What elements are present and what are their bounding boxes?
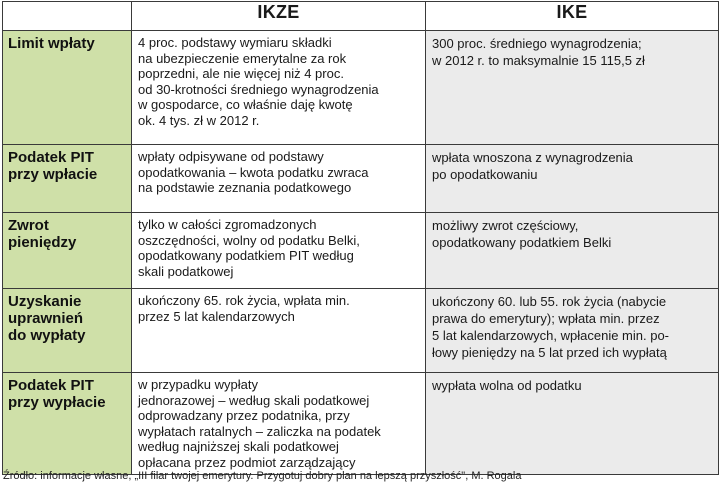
row-label-line: pieniędzy	[8, 234, 77, 251]
cell-ike-limit	[426, 31, 719, 145]
cell-line: opłacana przez podmiot zarządzający	[138, 454, 356, 470]
cell-ikze-pit-withdrawal	[132, 373, 426, 475]
column-header-ikze: IKZE	[132, 2, 426, 31]
row-label-refund	[3, 213, 132, 289]
cell-line: opodatkowania – kwota podatku zwraca	[138, 164, 369, 180]
cell-line: w 2012 r. to maksymalnie 15 115,5 zł	[432, 53, 645, 68]
row-label-line: do wypłaty	[8, 327, 86, 344]
cell-line: możliwy zwrot częściowy,	[432, 218, 579, 233]
table-row-limit	[3, 31, 719, 145]
cell-ike-pit-deposit	[426, 145, 719, 213]
row-label-line: Podatek PIT	[8, 149, 94, 166]
cell-line: jednorazowej – według skali podatkowej	[138, 392, 370, 408]
cell-line: w gospodarce, co właśnie daję kwotę	[138, 97, 353, 112]
cell-line: prawa do emerytury); wpłata min. przez	[432, 311, 660, 326]
cell-line: tylko w całości zgromadzonych	[138, 217, 317, 232]
cell-line: wypłata wolna od podatku	[432, 378, 582, 393]
row-label-line: Limit wpłaty	[8, 35, 95, 52]
cell-ikze-refund	[132, 213, 426, 289]
row-label-line: przy wpłacie	[8, 166, 98, 183]
cell-line: ukończony 65. rok życia, wpłata min.	[138, 293, 350, 308]
row-label-eligibility	[3, 289, 132, 373]
cell-line: skali podatkowej	[138, 263, 234, 279]
row-label-line: Podatek PIT	[8, 377, 94, 394]
cell-line: od 30-krotności średniego wynagrodzenia	[138, 81, 379, 97]
cell-line: 300 proc. średniego wynagrodzenia;	[432, 36, 642, 51]
cell-line: opodatkowany podatkiem Belki	[432, 235, 612, 250]
table-row-pit-withdrawal	[3, 373, 719, 475]
cell-ike-eligibility	[426, 289, 719, 373]
row-label-line: Uzyskanie	[8, 293, 82, 310]
cell-line: przez 5 lat kalendarzowych	[138, 308, 295, 324]
cell-line: oszczędności, wolny od podatku Belki,	[138, 232, 360, 248]
cell-ikze-eligibility	[132, 289, 426, 373]
row-label-pit-deposit	[3, 145, 132, 213]
cell-line: opodatkowany podatkiem PIT według	[138, 248, 354, 263]
cell-line: w przypadku wypłaty	[138, 377, 258, 392]
cell-line: ukończony 60. lub 55. rok życia (nabycie	[432, 294, 667, 309]
table-row-refund	[3, 213, 719, 289]
cell-line: według najniższej skali podatkowej	[138, 439, 339, 454]
cell-line: na podstawie zeznania podatkowego	[138, 180, 352, 195]
cell-line: wpłata wnoszona z wynagrodzenia	[432, 150, 633, 165]
cell-line: wypłatach ratalnych – zaliczka na podatek	[138, 423, 381, 439]
header-row	[3, 2, 719, 31]
cell-ikze-pit-deposit	[132, 145, 426, 213]
row-label-line: uprawnień	[8, 310, 84, 327]
column-header-ike: IKE	[426, 2, 719, 31]
row-label-line: przy wypłacie	[8, 394, 106, 411]
source-caption: Źródło: informacje własne, „III filar twojej emerytury. Przygotuj dobry plan na lepszą przyszłość", M. Rogala	[3, 470, 522, 482]
cell-line: ok. 4 tys. zł w 2012 r.	[138, 112, 260, 128]
empty-corner-cell	[3, 2, 132, 31]
cell-ike-pit-withdrawal	[426, 373, 719, 475]
cell-line: wpłaty odpisywane od podstawy	[138, 149, 324, 164]
cell-ike-refund	[426, 213, 719, 289]
row-label-limit	[3, 31, 132, 145]
cell-line: 5 lat kalendarzowych, wpłacenie min. po-	[432, 328, 670, 343]
cell-line: odprowadzany przez podatnika, przy	[138, 408, 350, 423]
cell-line: na ubezpieczenie emerytalne za rok	[138, 50, 347, 66]
cell-ikze-limit	[132, 31, 426, 145]
comparison-table	[2, 1, 719, 475]
table-row-eligibility	[3, 289, 719, 373]
row-label-pit-withdrawal	[3, 373, 132, 475]
cell-line: po opodatkowaniu	[432, 167, 538, 182]
cell-line: poprzedni, ale nie więcej niż 4 proc.	[138, 66, 344, 81]
row-label-line: Zwrot	[8, 217, 49, 234]
cell-line: 4 proc. podstawy wymiaru składki	[138, 35, 332, 50]
cell-line: łowy pieniędzy na 5 lat przed ich wypłatą	[432, 345, 667, 360]
table-row-pit-deposit	[3, 145, 719, 213]
